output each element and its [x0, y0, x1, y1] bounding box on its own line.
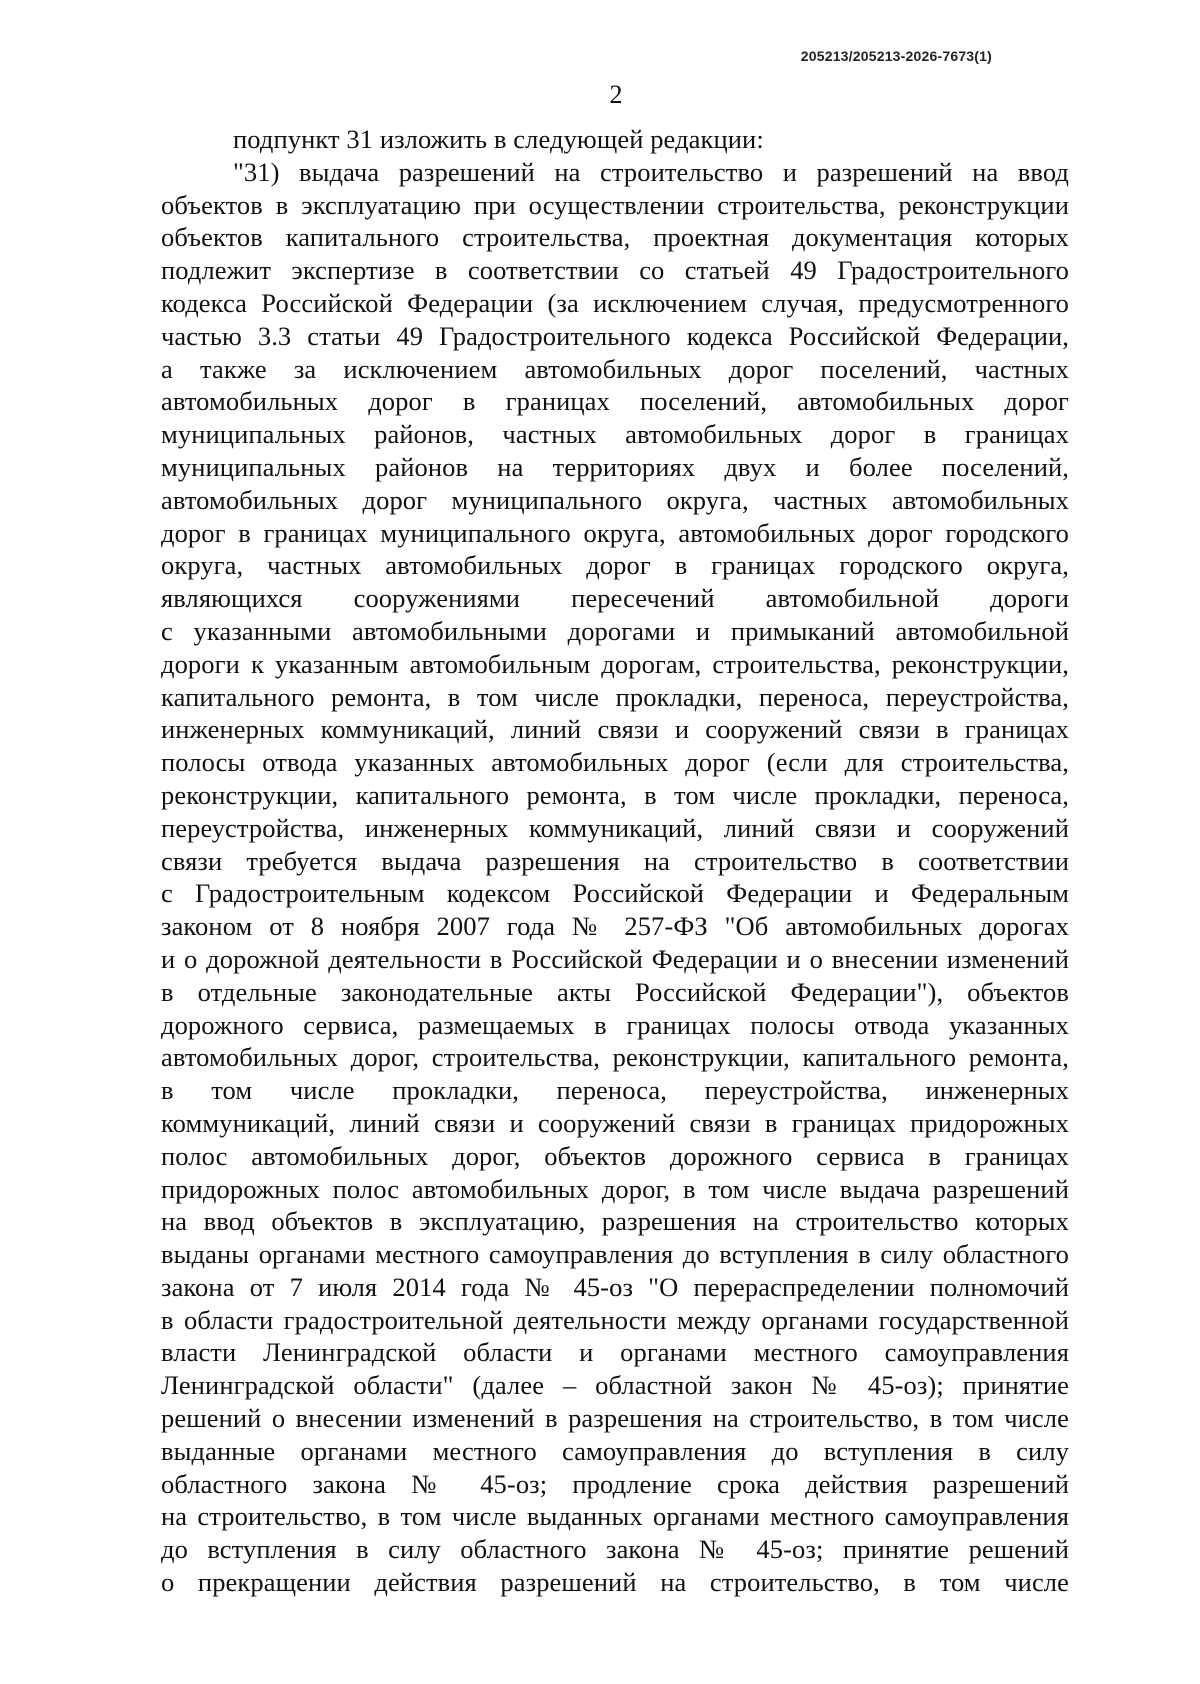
- paragraph-line: областного закона № 45-оз; продление срока действия разрешений: [161, 1468, 1069, 1499]
- paragraph-line: переустройства, инженерных коммуникаций, линий связи и сооружений: [161, 812, 1069, 843]
- paragraph-line: объектов капитального строительства, проектная документация которых: [161, 222, 1069, 253]
- document-body: [161, 123, 1069, 1599]
- paragraph-line: дорожного сервиса, размещаемых в границах полосы отвода указанных: [161, 1009, 1069, 1040]
- paragraph-line: капитального ремонта, в том числе прокладки, переноса, переустройства,: [161, 681, 1069, 712]
- page-number: 2: [609, 80, 623, 109]
- paragraph-line: с Градостроительным кодексом Российской Федерации и Федеральным: [161, 878, 1069, 909]
- paragraph-line: на ввод объектов в эксплуатацию, разрешения на строительство которых: [161, 1206, 1069, 1237]
- paragraph-line: на строительство, в том числе выданных органами местного самоуправления: [161, 1501, 1069, 1532]
- paragraph-line: дороги к указанным автомобильным дорогам, строительства, реконструкции,: [161, 648, 1069, 679]
- paragraph-line: и о дорожной деятельности в Российской Федерации и о внесении изменений: [161, 943, 1069, 974]
- paragraph-line: власти Ленинградской области и органами местного самоуправления: [161, 1337, 1069, 1368]
- paragraph-line: законом от 8 ноября 2007 года № 257-ФЗ "Об автомобильных дорогах: [161, 911, 1069, 942]
- paragraph-line: частью 3.3 статьи 49 Градостроительного кодекса Российской Федерации,: [161, 320, 1069, 351]
- paragraph-line: автомобильных дорог в границах поселений, автомобильных дорог: [161, 386, 1069, 417]
- paragraph-line: в отдельные законодательные акты Российской Федерации"), объектов: [161, 976, 1069, 1007]
- paragraph-line: автомобильных дорог муниципального округа, частных автомобильных: [161, 484, 1069, 515]
- paragraph-line: придорожных полос автомобильных дорог, в том числе выдача разрешений: [161, 1173, 1069, 1204]
- paragraph-line: объектов в эксплуатацию при осуществлении строительства, реконструкции: [161, 189, 1069, 220]
- paragraph-line: решений о внесении изменений в разрешения на строительство, в том числе: [161, 1403, 1069, 1434]
- document-id: 205213/205213-2026-7673(1): [800, 48, 992, 64]
- paragraph-line: в области градостроительной деятельности между органами государственной: [161, 1304, 1069, 1335]
- paragraph-line: инженерных коммуникаций, линий связи и сооружений связи в границах: [161, 714, 1069, 745]
- paragraph-line: выданы органами местного самоуправления до вступления в силу областного: [161, 1239, 1069, 1270]
- paragraph-line: полос автомобильных дорог, объектов дорожного сервиса в границах: [161, 1140, 1069, 1171]
- paragraph-line: до вступления в силу областного закона № 45-оз; принятие решений: [161, 1534, 1069, 1565]
- paragraph-line: а также за исключением автомобильных дорог поселений, частных: [161, 353, 1069, 384]
- paragraph-line: муниципальных районов на территориях двух и более поселений,: [161, 451, 1069, 482]
- paragraph-line: в том числе прокладки, переноса, переустройства, инженерных: [161, 1075, 1069, 1106]
- paragraph-line: с указанными автомобильными дорогами и примыканий автомобильной: [161, 615, 1069, 646]
- paragraph-line: являющихся сооружениями пересечений автомобильной дороги: [161, 583, 1069, 614]
- paragraph-line: связи требуется выдача разрешения на строительство в соответствии: [161, 845, 1069, 876]
- paragraph-line: подлежит экспертизе в соответствии со статьей 49 Градостроительного: [161, 255, 1069, 286]
- paragraph-line: коммуникаций, линий связи и сооружений связи в границах придорожных: [161, 1107, 1069, 1138]
- paragraph-line: выданные органами местного самоуправления до вступления в силу: [161, 1435, 1069, 1466]
- paragraph-line: дорог в границах муниципального округа, автомобильных дорог городского: [161, 517, 1069, 548]
- paragraph-line: "31) выдача разрешений на строительство и разрешений на ввод: [233, 156, 1069, 187]
- paragraph-line: подпункт 31 изложить в следующей редакции:: [233, 124, 764, 154]
- paragraph-line: реконструкции, капитального ремонта, в том числе прокладки, переноса,: [161, 779, 1069, 810]
- paragraph-line: автомобильных дорог, строительства, реконструкции, капитального ремонта,: [161, 1042, 1069, 1073]
- paragraph-line: о прекращении действия разрешений на строительство, в том числе: [161, 1567, 1069, 1598]
- paragraph-line: закона от 7 июля 2014 года № 45-оз "О перераспределении полномочий: [161, 1271, 1069, 1302]
- paragraph-line: кодекса Российской Федерации (за исключением случая, предусмотренного: [161, 287, 1069, 318]
- paragraph-line: округа, частных автомобильных дорог в границах городского округа,: [161, 550, 1069, 581]
- paragraph-line: полосы отвода указанных автомобильных дорог (если для строительства,: [161, 747, 1069, 778]
- paragraph-line: муниципальных районов, частных автомобильных дорог в границах: [161, 419, 1069, 450]
- paragraph-line: Ленинградской области" (далее – областной закон № 45-оз); принятие: [161, 1370, 1069, 1401]
